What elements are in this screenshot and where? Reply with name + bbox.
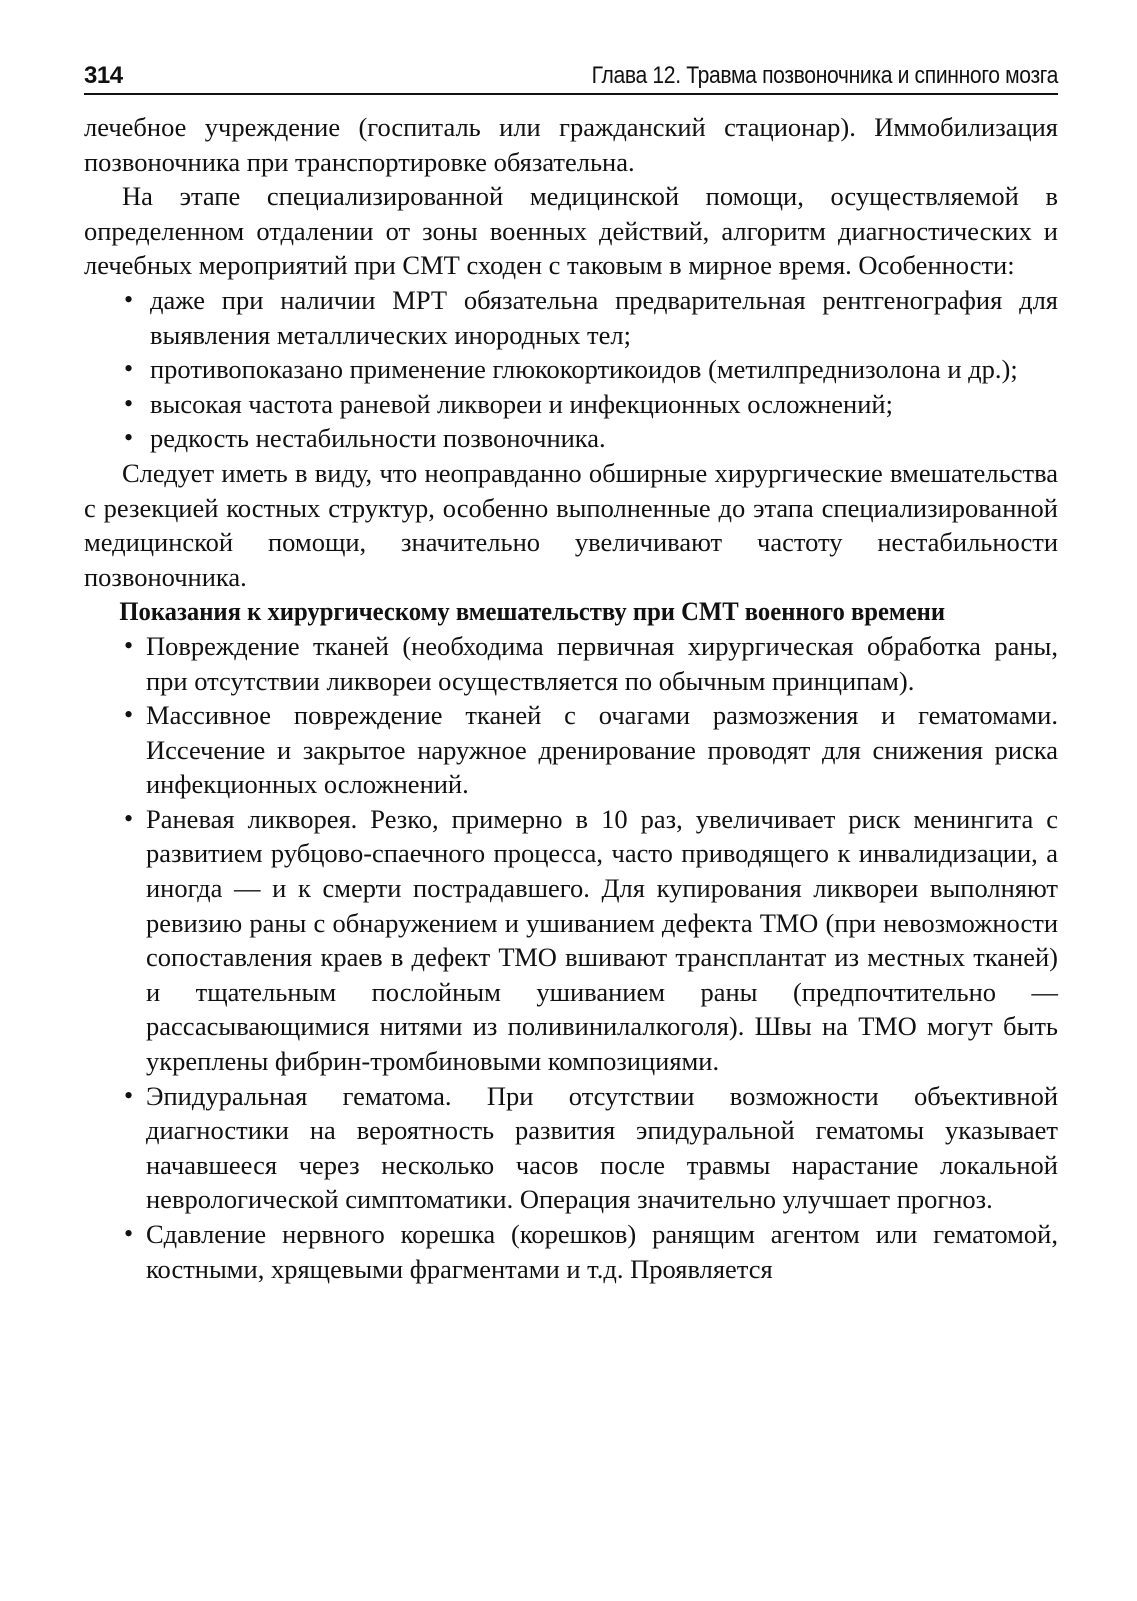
- list-item: • противопоказано применение глюкокортикоидов (метилпреднизолона и др.);: [84, 352, 1058, 387]
- page-body: [84, 110, 1058, 1286]
- features-list: [84, 283, 1058, 456]
- page-number: 314: [84, 62, 123, 89]
- list-item: • высокая частота раневой ликвореи и инфекционных осложнений;: [84, 387, 1058, 422]
- section-heading: Показания к хирургическому вмешательству при СМТ военного времени: [119, 596, 946, 627]
- paragraph-specialized-care: На этапе специализированной медицинской помощи, осуществляемой в определенном отдалении от зоны военных действий, алгоритм диагностических и лечебных мероприятий при СМТ сходен с таковым в мирное время. Особенности:: [84, 181, 1058, 281]
- book-page: [84, 56, 1058, 1286]
- list-item: • Повреждение тканей (необходима первичная хирургическая обработка раны, при отсутствии ликвореи осуществляется по обычным принципам).: [84, 629, 1058, 698]
- list-item: • Массивное повреждение тканей с очагами размозжения и гематомами. Иссечение и закрытое наружное дренирование проводят для снижения риска инфекционных осложнений.: [84, 698, 1058, 802]
- page-header: [84, 56, 1058, 95]
- list-item: • Раневая ликворея. Резко, примерно в 10 раз, увеличивает риск менингита с развитием рубцово-спаечного процесса, часто приводящего к инвалидизации, а иногда — и к смерти пострадавшего. Для купирования ликвореи выполняют ревизию раны с обнаружением и ушиванием дефекта ТМО (при невозможности сопоставления краев в дефект ТМО вшивают трансплантат из местных тканей) и тщательным послойным ушиванием раны (предпочтительно — рассасывающимися нитями из поливинилалкоголя). Швы на ТМО могут быть укреплены фибрин-тромбиновыми композициями.: [84, 802, 1058, 1079]
- running-title: Глава 12. Травма позвоночника и спинного мозга: [591, 62, 1058, 89]
- list-item: • редкость нестабильности позвоночника.: [84, 421, 1058, 456]
- list-item: • даже при наличии МРТ обязательна предварительная рентгенография для выявления металлических инородных тел;: [84, 283, 1058, 352]
- list-item: • Эпидуральная гематома. При отсутствии возможности объективной диагностики на вероятность развития эпидуральной гематомы указывает начавшееся через несколько часов после травмы нарастание локальной неврологической симптоматики. Операция значительно улучшает прогноз.: [84, 1079, 1058, 1217]
- indications-list: [84, 629, 1058, 1286]
- list-item: • Сдавление нервного корешка (корешков) ранящим агентом или гематомой, костными, хрящевыми фрагментами и т.д. Проявляется: [84, 1217, 1058, 1286]
- paragraph-surgery-warning: Следует иметь в виду, что неоправданно обширные хирургические вмешательства с резекцией костных структур, особенно выполненные до этапа специализированной медицинской помощи, значительно увеличивают частоту нестабильности позвоночника.: [84, 457, 1058, 592]
- paragraph-continuation: лечебное учреждение (госпиталь или гражданский стационар). Иммобилизация позвоночника при транспортировке обязательна.: [84, 112, 1058, 177]
